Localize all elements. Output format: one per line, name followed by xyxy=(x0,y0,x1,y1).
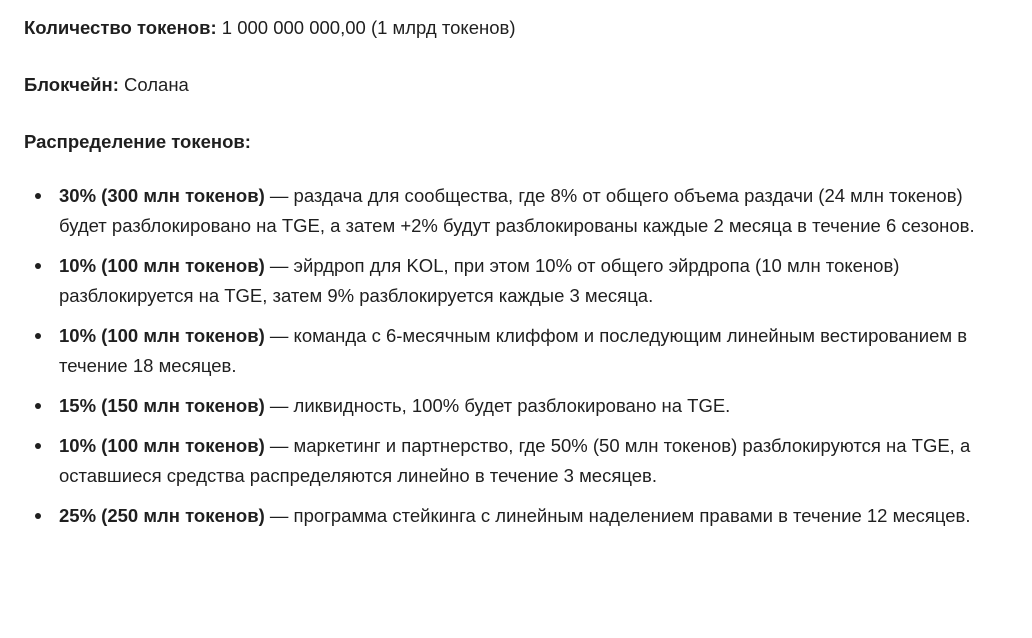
list-item xyxy=(24,431,994,491)
token-supply-label: Количество токенов: xyxy=(24,17,217,38)
list-item-description: — программа стейкинга с линейным наделением правами в течение 12 месяцев. xyxy=(264,505,971,526)
list-item xyxy=(24,391,994,421)
list-item xyxy=(24,321,994,381)
list-item-share: 10% (100 млн токенов) xyxy=(59,435,265,456)
list-item-share: 25% (250 млн токенов) xyxy=(59,505,265,526)
list-item xyxy=(24,181,994,241)
bullet-icon xyxy=(35,263,41,269)
list-item xyxy=(24,251,994,311)
bullet-icon xyxy=(35,443,41,449)
list-item-description: — раздача для сообщества, где 8% от общего объема раздачи (24 млн токенов) будет разблокировано на TGE, а затем +2% будут разблокированы каждые 2 месяца в течение 6 сезонов. xyxy=(59,185,975,236)
list-item-share: 10% (100 млн токенов) xyxy=(59,325,265,346)
list-item-description: — эйрдроп для KOL, при этом 10% от общего эйрдропа (10 млн токенов) разблокируется на TGE, затем 9% разблокируется каждые 3 месяца. xyxy=(59,255,900,306)
bullet-icon xyxy=(35,193,41,199)
list-item-share: 30% (300 млн токенов) xyxy=(59,185,265,206)
bullet-icon xyxy=(35,403,41,409)
bullet-icon xyxy=(35,513,41,519)
token-supply-line xyxy=(24,13,1008,43)
blockchain-line xyxy=(24,70,1008,100)
blockchain-value: Солана xyxy=(118,74,189,95)
list-item-share: 10% (100 млн токенов) xyxy=(59,255,265,276)
distribution-heading xyxy=(24,127,1008,157)
token-supply-value: 1 000 000 000,00 (1 млрд токенов) xyxy=(216,17,516,38)
list-item-share: 15% (150 млн токенов) xyxy=(59,395,265,416)
list-item-description: — ликвидность, 100% будет разблокировано на TGE. xyxy=(264,395,731,416)
blockchain-label: Блокчейн: xyxy=(24,74,119,95)
bullet-icon xyxy=(35,333,41,339)
list-item xyxy=(24,501,994,531)
distribution-list xyxy=(24,181,1008,531)
distribution-heading-text: Распределение токенов: xyxy=(24,131,251,152)
list-item-description: — маркетинг и партнерство, где 50% (50 млн токенов) разблокируются на TGE, а оставшиеся средства распределяются линейно в течение 3 месяцев. xyxy=(59,435,971,486)
list-item-description: — команда с 6-месячным клиффом и последующим линейным вестированием в течение 18 месяцев. xyxy=(59,325,968,376)
